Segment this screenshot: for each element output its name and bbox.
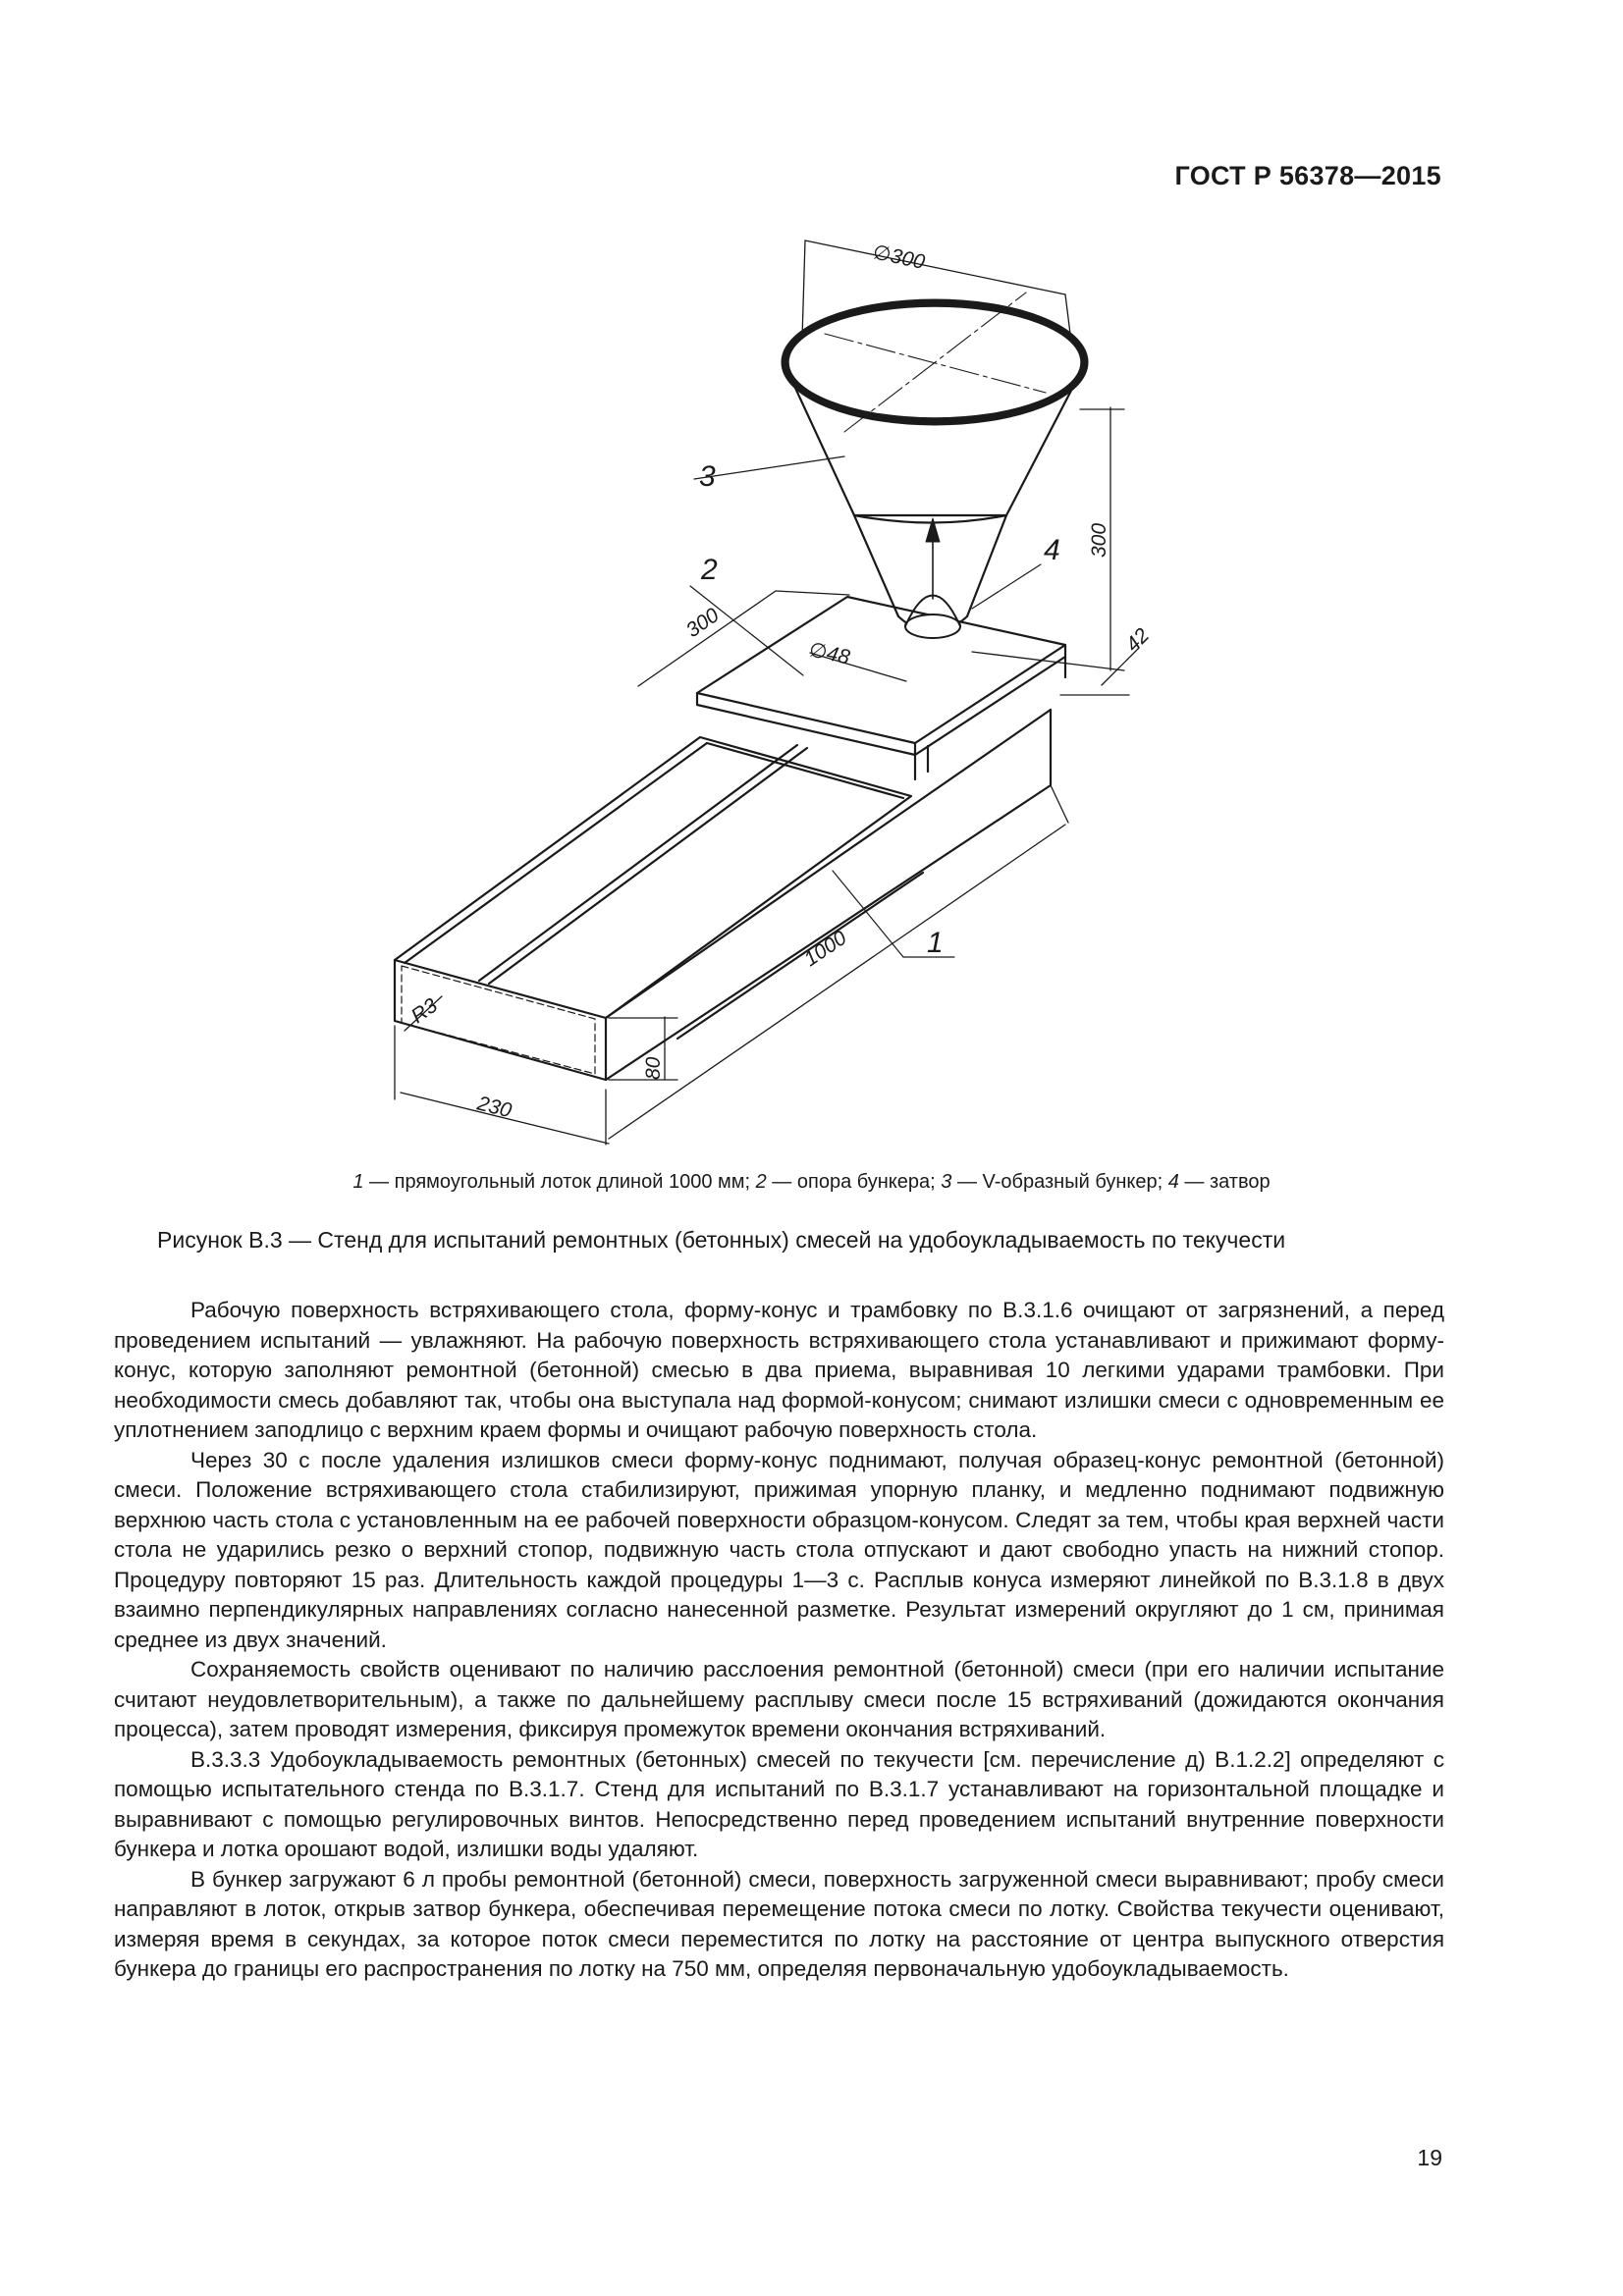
body-text <box>114 1296 1444 1985</box>
dim-d48: ∅48 <box>806 638 852 669</box>
dim-h80: 80 <box>642 1056 665 1080</box>
item-label-2: 2 <box>701 554 718 586</box>
hopper-gate <box>905 518 960 638</box>
document-id-header: ГОСТ Р 56378—2015 <box>1174 161 1441 190</box>
dim-l1000: 1000 <box>799 926 851 972</box>
dim-h42: 42 <box>1121 623 1155 657</box>
legend-num-2: 2 <box>755 1171 767 1193</box>
item-label-3: 3 <box>699 460 716 493</box>
test-stand-drawing <box>373 226 1178 1148</box>
dim-w230: 230 <box>474 1092 514 1123</box>
paragraph-2: Через 30 с после удаления излишков смеси форму-конус поднимают, получая образец-конус ремонтной (бетонной) смеси. Положение встряхивающего стола стабилизируют, прижимая упорную планку, и медленно поднимают подвижную верхнюю часть стола с установленным на ее рабочей поверхности образцом-конусом. Следят за тем, чтобы края верхней части стола не ударились резко о верхний стопор, подвижную часть стола отпускают и дают свободно упасть на нижний стопор. Процедуру повторяют 15 раз. Длительность каждой процедуры 1—3 с. Расплыв конуса измеряют линейкой по В.3.1.8 в двух взаимно перпендикулярных направлениях согласно нанесенной разметке. Результат измерений округляют до 1 см, принимая среднее из двух значений. <box>114 1447 1444 1652</box>
dim-w300: 300 <box>681 604 724 643</box>
paragraph-3: Сохраняемость свойств оценивают по наличию расслоения ремонтной (бетонной) смеси (при его наличии испытание считают неудовлетворительным), а также по дальнейшему расплыву смеси после 15 встряхиваний (дожидаются окончания процесса), затем проводят измерения, фиксируя промежуток времени окончания встряхиваний. <box>114 1657 1444 1741</box>
page-number: 19 <box>1417 2145 1442 2170</box>
legend-num-1: 1 <box>352 1171 364 1193</box>
dim-d300: ∅300 <box>870 240 927 274</box>
paragraph-1: Рабочую поверхность встряхивающего стола, форму-конус и трамбовку по В.3.1.6 очищают от загрязнений, а перед проведением испытаний — увлажняют. На рабочую поверхность встряхивающего стола устанавливают и прижимают форму-конус, которую заполняют ремонтной (бетонной) смесью в два приема, выравнивая 10 легкими ударами трамбовки. При необходимости смесь добавляют так, чтобы она выступала над формой-конусом; снимают излишки смеси с одновременным ее уплотнением заподлицо с верхним краем формы и очищают рабочую поверхность стола. <box>114 1298 1444 1442</box>
legend-text-1: — прямоугольный лоток длиной 1000 мм; <box>363 1171 756 1193</box>
legend-text-3: — V-образный бункер; <box>951 1171 1168 1193</box>
figure-caption: Рисунок В.3 — Стенд для испытаний ремонтных (бетонных) смесей на удобоукладываемость по текучести <box>157 1227 1286 1253</box>
paragraph-4: В.3.3.3 Удобоукладываемость ремонтных (бетонных) смесей по текучести [см. перечисление д) В.1.2.2] определяют с помощью испытательного стенда по В.3.1.7. Стенд для испытаний по В.3.1.7 устанавливают на горизонтальной площадке и выравнивают с помощью регулировочных винтов. Непосредственно перед проведением испытаний внутренние поверхности бункера и лотка орошают водой, излишки воды удаляют. <box>114 1746 1444 1861</box>
item-label-4: 4 <box>1044 534 1060 566</box>
legend-text-4: — затвор <box>1178 1171 1271 1193</box>
item-label-1: 1 <box>927 927 944 959</box>
test-stand-figure <box>373 226 1178 1148</box>
dim-r3: R3 <box>406 993 442 1029</box>
trough-outline <box>395 710 1051 1080</box>
figure-legend <box>0 1171 1623 1194</box>
legend-num-4: 4 <box>1167 1171 1179 1193</box>
legend-num-3: 3 <box>941 1171 952 1193</box>
paragraph-5: В бункер загружают 6 л пробы ремонтной (бетонной) смеси, поверхность загруженной смеси выравнивают; пробу смеси направляют в лоток, открыв затвор бункера, обеспечивая перемещение потока смеси по лотку. Свойства текучести оценивают, измеряя время в секундах, за которое поток смеси переместится по лотку на расстояние от центра выпускного отверстия бункера до границы его распространения по лотку на 750 мм, определяя первоначальную удобоукладываемость. <box>114 1866 1444 1981</box>
legend-text-2: — опора бункера; <box>766 1171 942 1193</box>
dim-h300: 300 <box>1088 522 1110 558</box>
